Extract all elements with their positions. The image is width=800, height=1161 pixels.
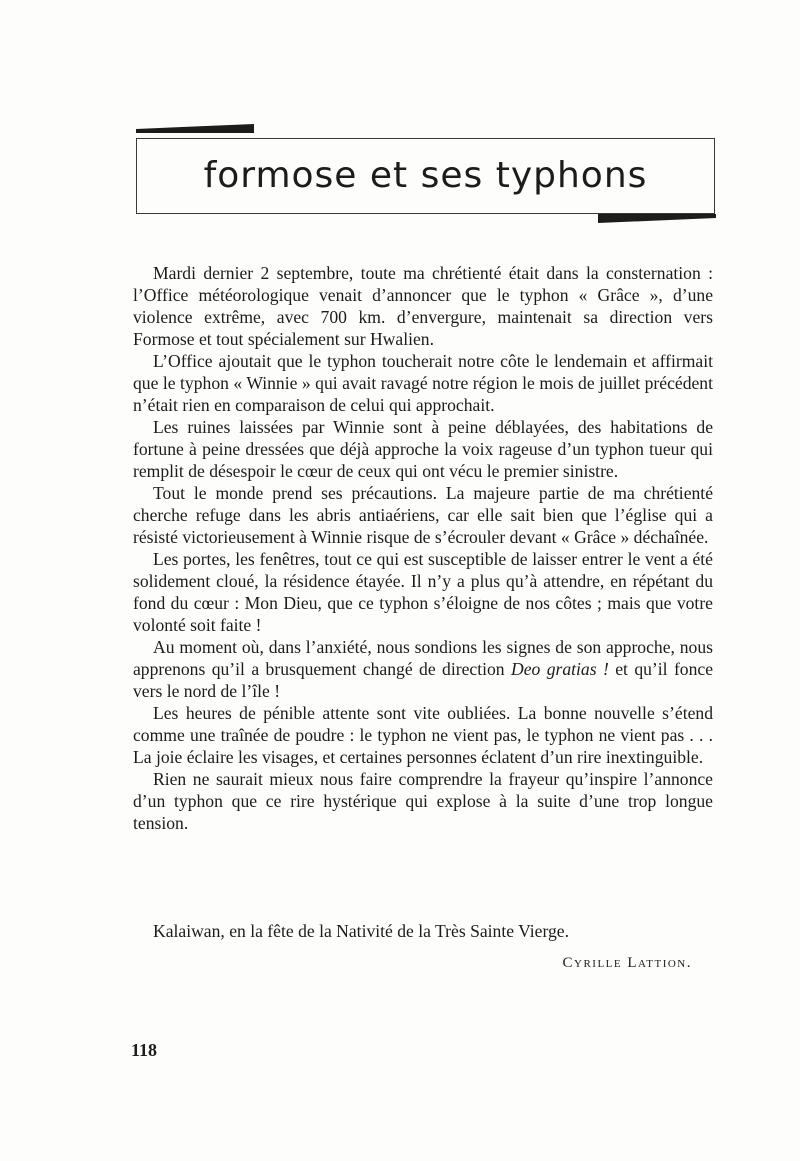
closing-line: Kalaiwan, en la fête de la Nativité de la Très Sainte Vierge. [153, 921, 570, 941]
article-body [133, 262, 713, 834]
paragraph: Les ruines laissées par Winnie sont à peine déblayées, des habitations de fortune à peine dressées que déjà approche la voix rageuse d’un typhon tueur qui remplit de désespoir le cœur de ceux qui ont vécu le premier sinistre. [133, 417, 713, 481]
page-number: 118 [131, 1040, 158, 1060]
paragraph-text: Au moment où, dans l’anxiété, nous sondions les signes de son approche, nous apprenons qu’il a brusquement changé de direction [133, 637, 713, 679]
paragraph [133, 636, 713, 702]
author-signature: Cyrille Lattion. [562, 955, 692, 971]
paragraph: Les heures de pénible attente sont vite oubliées. La bonne nouvelle s’étend comme une traînée de poudre : le typhon ne vient pas, le typhon ne vient pas . . . La joie éclaire les visages, et certaines personnes éclatent d’un rire inextinguible. [133, 703, 713, 767]
italic-phrase: Deo gratias ! [510, 659, 609, 679]
paragraph-text: et qu’il fonce vers le nord de l’île ! [133, 659, 714, 701]
article-title: formose et ses typhons [203, 155, 648, 196]
paragraph: Les portes, les fenêtres, tout ce qui est susceptible de laisser entrer le vent a été solidement cloué, la résidence étayée. Il n’y a plus qu’à attendre, en répétant du fond du cœur : Mon Dieu, que ce typhon s’éloigne de nos côtes ; mais que votre volonté soit faite ! [133, 549, 713, 635]
paragraph: Mardi dernier 2 septembre, toute ma chrétienté était dans la consternation : l’Office météorologique venait d’annoncer que le typhon « Grâce », d’une violence extrême, avec 700 km. d’envergure, maintenait sa direction vers Formose et tout spécialement sur Hwalien. [133, 263, 713, 349]
paragraph: Tout le monde prend ses précautions. La majeure partie de ma chrétienté cherche refuge dans les abris antiaériens, car elle sait bien que l’église qui a résisté victorieusement à Winnie risque de s’écrouler devant « Grâce » déchaînée. [133, 483, 713, 547]
title-decoration-bottom [598, 214, 716, 223]
paragraph: Rien ne saurait mieux nous faire comprendre la frayeur qu’inspire l’annonce d’un typhon que ce rire hystérique qui explose à la suite d’une trop longue tension. [133, 769, 713, 833]
paragraph: L’Office ajoutait que le typhon toucherait notre côte le lendemain et affirmait que le typhon « Winnie » qui avait ravagé notre région le mois de juillet précédent n’était rien en comparaison de celui qui approchait. [133, 351, 713, 415]
title-decoration-top [136, 124, 254, 133]
